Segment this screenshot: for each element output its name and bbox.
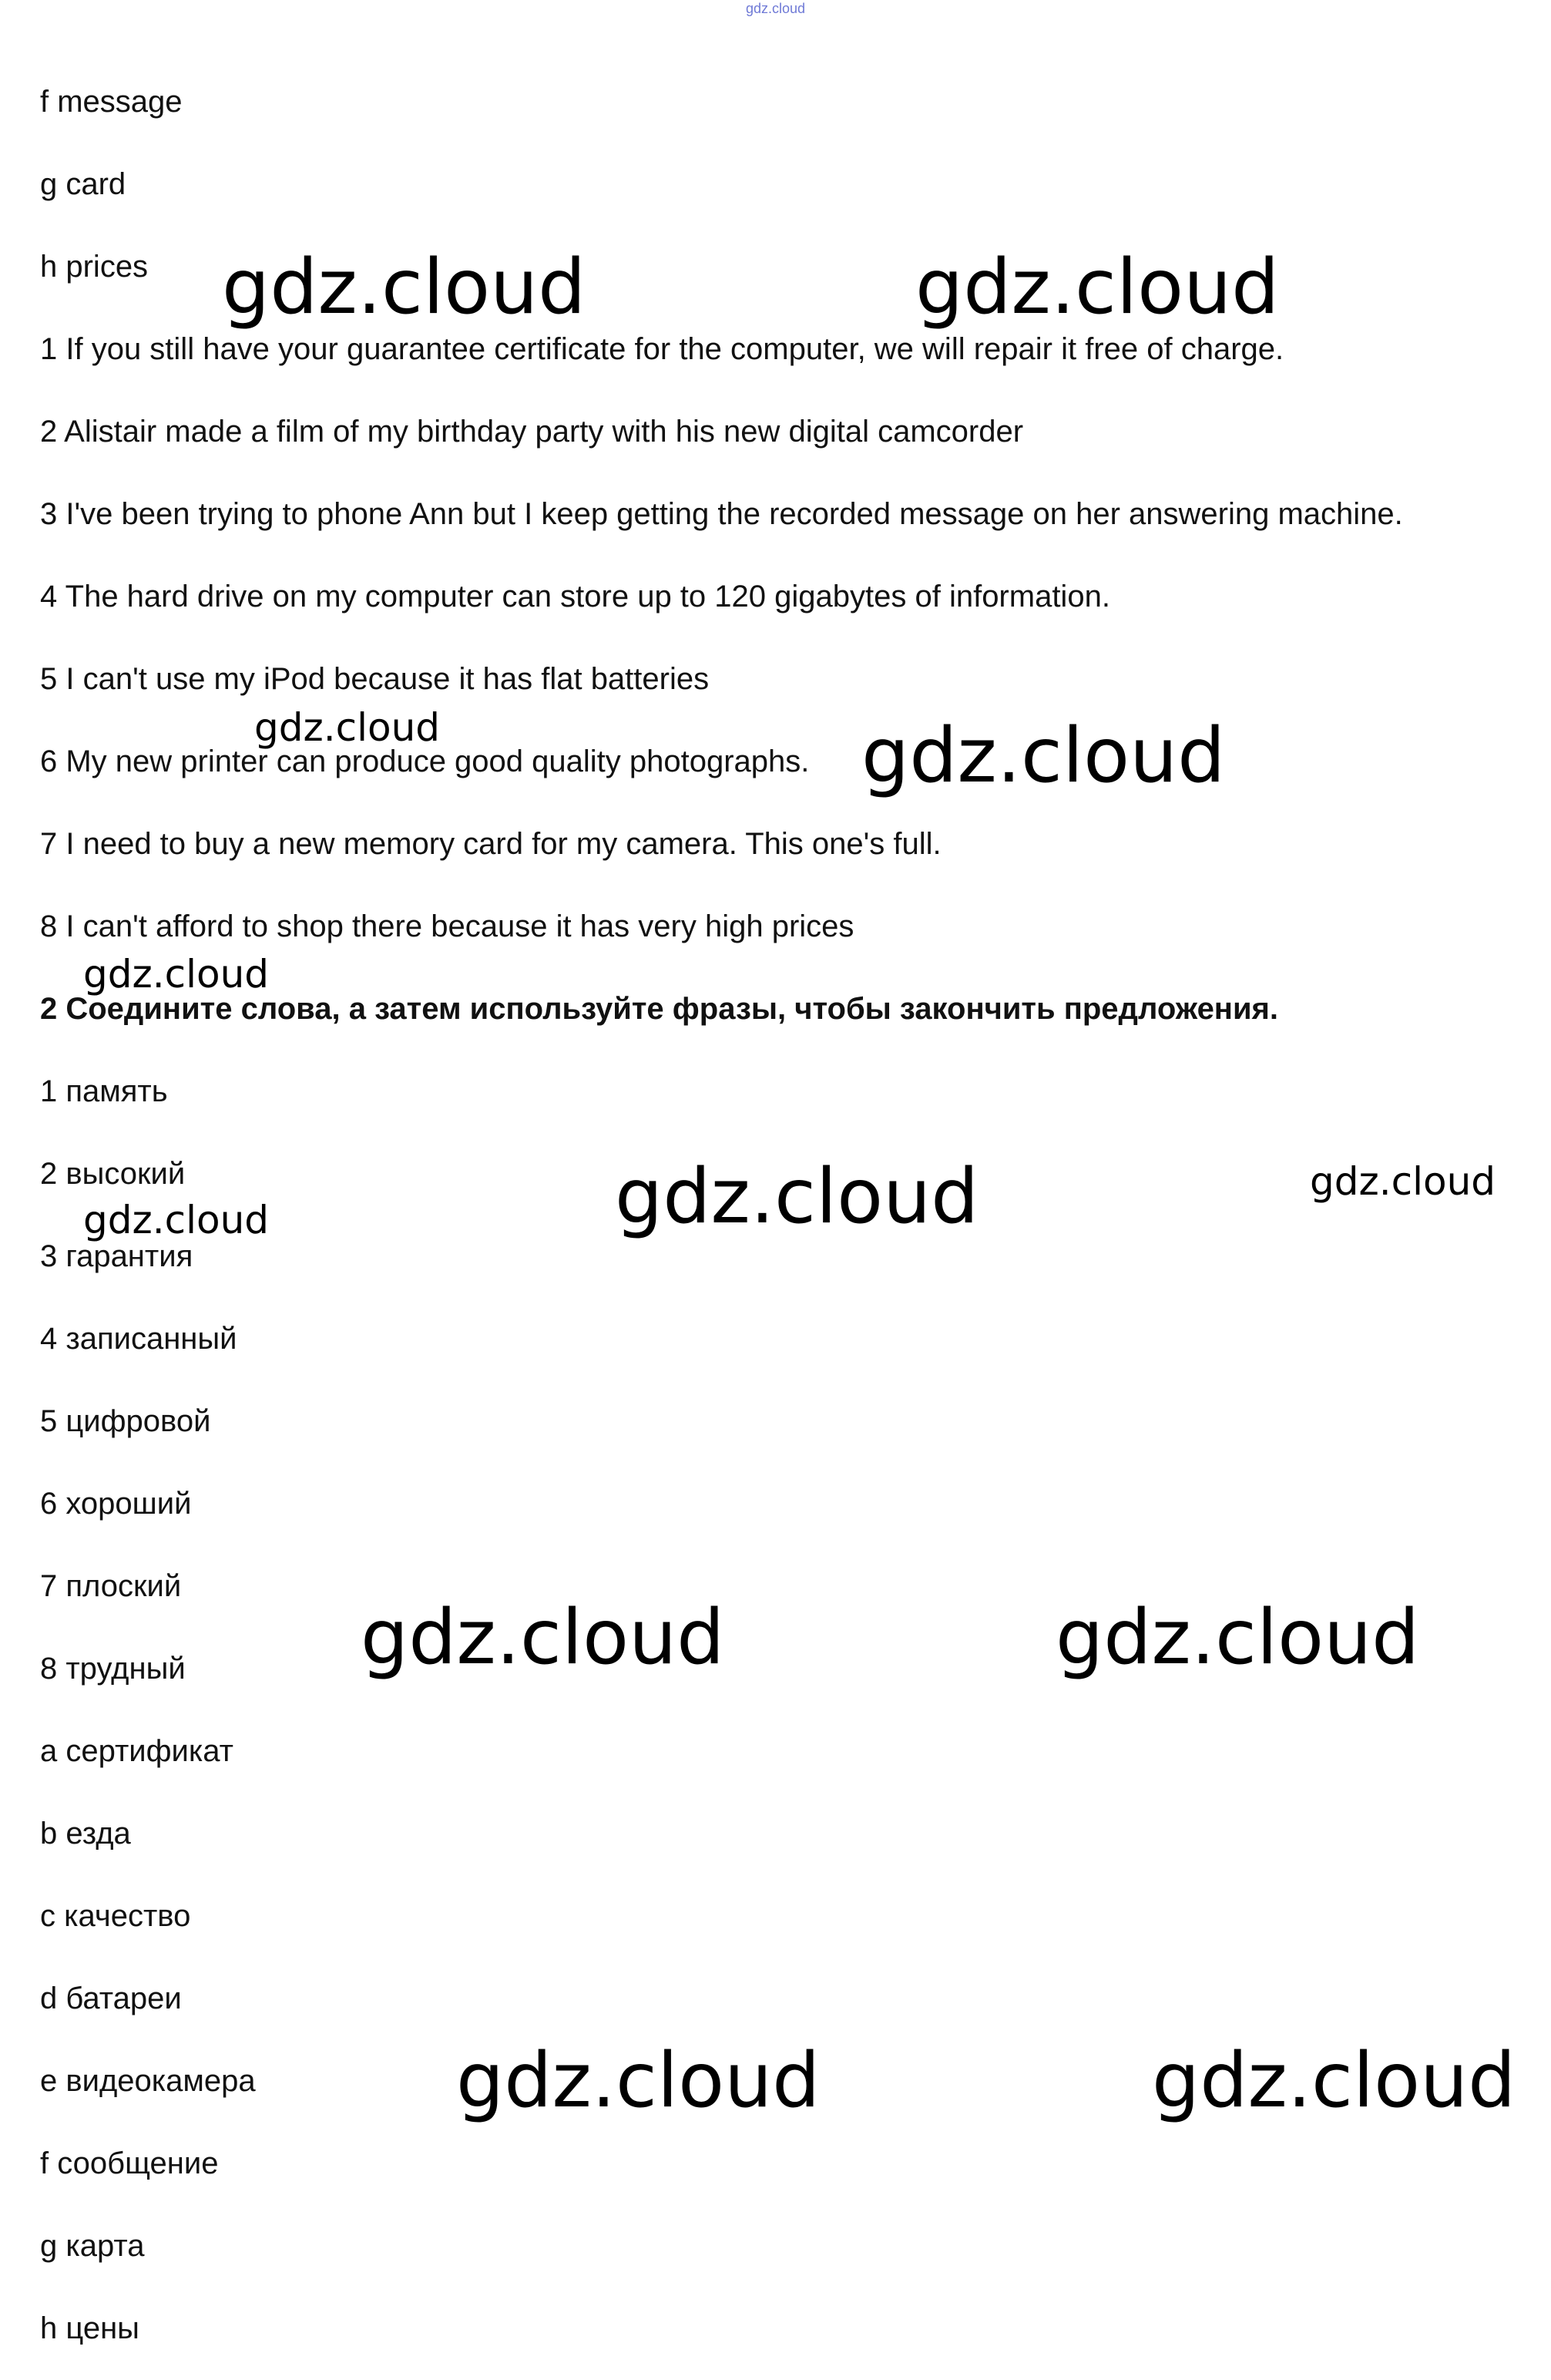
word-1: 1 память xyxy=(40,1074,168,1108)
sentence-1: 1 If you still have your guarantee certificate for the computer, we will repair it free of charge. xyxy=(40,332,1284,366)
watermark: gdz.cloud xyxy=(361,1594,725,1682)
watermark: gdz.cloud xyxy=(254,705,441,750)
sentence-2: 2 Alistair made a film of my birthday party with his new digital camcorder xyxy=(40,415,1024,449)
exercise-heading: 2 Соедините слова, а затем используйте фразы, чтобы закончить предложения. xyxy=(40,992,1279,1026)
word-h: h цены xyxy=(40,2311,139,2345)
watermark: gdz.cloud xyxy=(915,244,1280,331)
word-4: 4 записанный xyxy=(40,1322,237,1356)
answer-line-f: f message xyxy=(40,85,183,119)
watermark: gdz.cloud xyxy=(861,712,1226,800)
word-e: е видеокамера xyxy=(40,2064,256,2098)
sentence-3: 3 I've been trying to phone Ann but I keep getting the recorded message on her answering machine. xyxy=(40,497,1403,531)
watermark: gdz.cloud xyxy=(83,952,270,997)
answer-line-h: h prices xyxy=(40,250,149,284)
word-f: f сообщение xyxy=(40,2146,219,2180)
word-c: с качество xyxy=(40,1899,191,1933)
watermark: gdz.cloud xyxy=(83,1198,270,1242)
sentence-5: 5 I can't use my iPod because it has flat batteries xyxy=(40,662,710,696)
watermark: gdz.cloud xyxy=(1310,1159,1496,1204)
word-5: 5 цифровой xyxy=(40,1404,211,1438)
word-b: b езда xyxy=(40,1817,131,1851)
word-a: а сертификат xyxy=(40,1734,233,1768)
word-d: d батареи xyxy=(40,1982,182,2015)
watermark: gdz.cloud xyxy=(1056,1594,1420,1682)
sentence-7: 7 I need to buy a new memory card for my camera. This one's full. xyxy=(40,827,942,861)
watermark: gdz.cloud xyxy=(615,1153,979,1241)
word-g: g карта xyxy=(40,2229,145,2263)
watermark: gdz.cloud xyxy=(456,2037,821,2125)
word-7: 7 плоский xyxy=(40,1569,182,1603)
sentence-8: 8 I can't afford to shop there because it has very high prices xyxy=(40,909,854,943)
watermark: gdz.cloud xyxy=(222,244,586,331)
sentence-4: 4 The hard drive on my computer can store up to 120 gigabytes of information. xyxy=(40,580,1110,613)
word-8: 8 трудный xyxy=(40,1652,186,1686)
word-3: 3 гарантия xyxy=(40,1239,193,1273)
answer-line-g: g card xyxy=(40,167,126,201)
word-2: 2 высокий xyxy=(40,1157,186,1191)
watermark: gdz.cloud xyxy=(1152,2037,1516,2125)
site-header-tag: gdz.cloud xyxy=(745,1,806,16)
word-6: 6 хороший xyxy=(40,1487,192,1521)
sentence-6: 6 My new printer can produce good quality photographs. xyxy=(40,745,810,778)
